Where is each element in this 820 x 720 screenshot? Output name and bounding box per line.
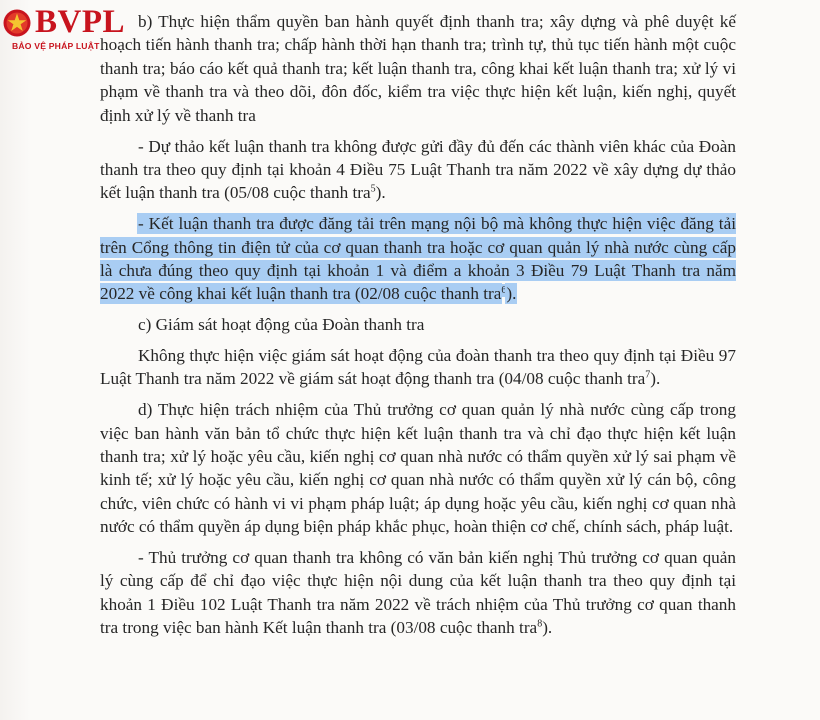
footnote-5[interactable]: 5	[370, 183, 376, 195]
paragraph-monitor	[100, 344, 736, 391]
paragraph-draft-end: ).	[375, 183, 386, 203]
paragraph-monitor-end: ).	[650, 369, 661, 389]
paragraph-d	[100, 398, 736, 538]
paragraph-c-text: c) Giám sát hoạt động của Đoàn thanh tra	[138, 315, 425, 335]
paragraph-publish-end: ).	[506, 284, 517, 304]
paragraph-publish	[100, 212, 736, 306]
logo-subtitle: BẢO VỆ PHÁP LUẬT	[12, 41, 100, 51]
emblem-icon	[2, 8, 32, 38]
logo-brand-text: BVPL	[35, 4, 126, 40]
paragraph-head-text: - Thủ trưởng cơ quan thanh tra không có văn bản kiến nghị Thủ trưởng cơ quan quản lý cùng cấp để chỉ đạo việc thực hiện nội dung của kết luận thanh tra theo quy định tại khoản 1 Điều 102 Luật Thanh tra năm 2022 về trách nhiệm của Thủ trưởng cơ quan thanh tra trong việc ban hành Kết luận thanh tra (03/08 cuộc thanh tra	[100, 548, 736, 638]
paragraph-b	[100, 10, 736, 127]
paragraph-head-end: ).	[542, 618, 553, 638]
footnote-7[interactable]: 7	[645, 369, 651, 381]
paragraph-draft	[100, 135, 736, 205]
paragraph-d-text: d) Thực hiện trách nhiệm của Thủ trưởng cơ quan quản lý nhà nước cùng cấp trong việc ban hành văn bản tổ chức thực hiện kết luận thanh tra và chỉ đạo thực hiện kết luận thanh tra; xử lý hoặc yêu cầu, kiến nghị cơ quan nhà nước có thẩm quyền xử lý sai phạm về kinh tế; xử lý hoặc yêu cầu, kiến nghị cơ quan nhà nước có thẩm quyền xử lý cán bộ, công chức, viên chức có hành vi vi phạm pháp luật; áp dụng hoặc yêu cầu, kiến nghị cơ quan nhà nước có thẩm quyền áp dụng biện pháp khắc phục, hoàn thiện cơ chế, chính sách, pháp luật.	[100, 400, 736, 537]
paragraph-draft-text: - Dự thảo kết luận thanh tra không được gửi đầy đủ đến các thành viên khác của Đoàn thanh tra theo quy định tại khoản 4 Điều 75 Luật Thanh tra năm 2022 về xây dựng dự thảo kết luận thanh tra (05/08 cuộc thanh tra	[100, 136, 736, 203]
highlighted-publish-text[interactable]: - Kết luận thanh tra được đăng tải trên mạng nội bộ mà không thực hiện việc đăng tải trên Cổng thông tin điện tử của cơ quan thanh tra hoặc cơ quan quản lý nhà nước cùng cấp là chưa đúng theo quy định tại khoản 1 và điểm a khoản 3 Điều 79 Luật Thanh tra năm 2022 về công khai kết luận thanh tra (02/08 cuộc thanh tra	[100, 214, 736, 304]
paragraph-monitor-text: Không thực hiện việc giám sát hoạt động của đoàn thanh tra theo quy định tại Điều 97 Luật Thanh tra năm 2022 về giám sát hoạt động thanh tra (04/08 cuộc thanh tra	[100, 345, 736, 389]
paragraph-b-text: b) Thực hiện thẩm quyền ban hành quyết định thanh tra; xây dựng và phê duyệt kế hoạch tiến hành thanh tra; chấp hành thời hạn thanh tra; trình tự, thủ tục tiến hành một cuộc thanh tra; báo cáo kết quả thanh tra; kết luận thanh tra, công khai kết luận thanh tra; xử lý vi phạm về thanh tra và theo dõi, đôn đốc, kiểm tra việc thực hiện kết luận, kiến nghị, quyết định xử lý về thanh tra	[100, 12, 736, 125]
paragraph-c	[100, 313, 736, 336]
footnote-6[interactable]: 6	[501, 284, 507, 296]
footnote-8[interactable]: 8	[537, 618, 543, 630]
paragraph-head	[100, 546, 736, 640]
document-body	[100, 10, 736, 647]
